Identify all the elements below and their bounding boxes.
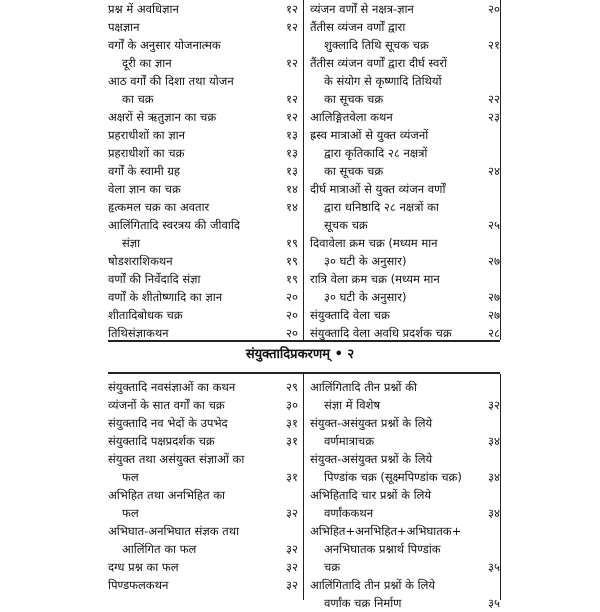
- toc-entry: [108, 450, 298, 486]
- toc-entry-title-line: षोडशराशिकथन: [108, 254, 173, 268]
- toc-entry-title-line: तिथिसंज्ञाकथन: [108, 326, 169, 340]
- section-heading: संयुक्तादिप्रकरणम् • २: [245, 347, 355, 362]
- toc-entry-title-line: अक्षरों से ऋतुज्ञान का चक्र: [108, 110, 217, 124]
- toc-entry: [108, 198, 298, 216]
- toc-entry-page-number: २१: [488, 38, 500, 52]
- toc-entry-page-number: १९: [286, 272, 298, 286]
- toc-entry-page-number: २२: [488, 92, 500, 106]
- toc-entry-title-line: हृत्कमल चक्र का अवतार: [108, 200, 210, 214]
- toc-entry-title-line: वर्गों के अनुसार योजनात्मक: [108, 38, 221, 52]
- toc-entry-page-number: ३१: [286, 470, 298, 484]
- toc-entry-page-number: ३५: [488, 560, 500, 574]
- section1-column-divider: [303, 0, 304, 340]
- toc-entry-page-number: १२: [286, 92, 298, 106]
- toc-entry-title-line: प्रश्न में अवधिज्ञान: [108, 2, 179, 16]
- toc-entry-page-number: २३: [488, 110, 500, 124]
- toc-entry-title-line: अभिहित+अनभिहित+अभिघातक+: [310, 524, 462, 538]
- toc-entry: [108, 144, 298, 162]
- toc-entry-title-line: का सूचक चक्र: [324, 164, 384, 178]
- toc-entry-title-line: वर्णांककथन: [324, 506, 374, 520]
- toc-entry-title-line: पिण्डफलकथन: [108, 578, 169, 592]
- toc-entry-title-line: तैंतीस व्यंजन वर्णों द्वारा: [310, 20, 406, 34]
- toc-entry: [108, 432, 298, 450]
- toc-entry-page-number: ३२: [286, 560, 298, 574]
- toc-entry: [310, 108, 500, 126]
- toc-entry-title-line: द्वारा कृतिकादि २८ नक्षत्रों: [324, 146, 428, 160]
- toc-entry-title-line: संयुक्त-असंयुक्त प्रश्नों के लिये: [310, 416, 433, 430]
- toc-entry-title-line: संयुक्तादि नव भेदों के उपभेद: [108, 416, 228, 430]
- toc-entry: [108, 576, 298, 594]
- toc-entry-title-line: संयुक्तादि वेला अवधि प्रदर्शक चक्र: [310, 326, 452, 340]
- toc-entry-page-number: २४: [488, 164, 500, 178]
- toc-entry-title-line: फल: [122, 506, 139, 520]
- toc-entry-page-number: ३५: [488, 596, 500, 610]
- toc-entry-title-line: दग्ध प्रश्न का फल: [108, 560, 179, 574]
- toc-entry-title-line: आलिङ्गितवेला कथन: [310, 110, 393, 124]
- toc-entry-title-line: संज्ञा में विशेष: [324, 398, 381, 412]
- section2-right-column: [310, 378, 500, 612]
- section2-left-column: [108, 378, 298, 594]
- toc-entry-page-number: २७: [488, 290, 500, 304]
- toc-entry-page-number: ३२: [286, 542, 298, 556]
- toc-entry-page-number: ३२: [488, 398, 500, 412]
- toc-entry-page-number: २८: [488, 326, 500, 340]
- toc-entry: [310, 522, 500, 576]
- toc-entry: [108, 558, 298, 576]
- toc-entry: [108, 486, 298, 522]
- toc-entry-page-number: १९: [286, 254, 298, 268]
- toc-entry-title-line: चक्र: [324, 560, 341, 574]
- toc-entry-title-line: व्यंजनों के सात वर्गों का चक्र: [108, 398, 225, 412]
- toc-entry: [108, 288, 298, 306]
- toc-entry-page-number: २७: [488, 308, 500, 322]
- toc-entry: [310, 378, 500, 414]
- toc-entry-title-line: अभिहितादि चार प्रश्नों के लिये: [310, 488, 432, 502]
- toc-entry-title-line: के संयोग से कृष्णादि तिथियों: [324, 74, 442, 88]
- toc-entry-title-line: आठ वर्गों की दिशा तथा योजन: [108, 74, 234, 88]
- section1-right-border: [500, 0, 501, 340]
- toc-entry: [108, 180, 298, 198]
- toc-entry: [108, 18, 298, 36]
- toc-entry-title-line: अभिहित तथा अनभिहित का: [108, 488, 226, 502]
- toc-entry-title-line: प्रहराधीशों का ज्ञान: [108, 128, 186, 142]
- toc-entry-title-line: दीर्घ मात्राओं से युक्त व्यंजन वर्णों: [310, 182, 446, 196]
- toc-entry: [310, 486, 500, 522]
- toc-entry-title-line: व्यंजन वर्णों से नक्षत्र-ज्ञान: [310, 2, 414, 16]
- section1-right-column: [310, 0, 500, 342]
- toc-entry-title-line: प्रहराधीशों का चक्र: [108, 146, 185, 160]
- toc-entry-page-number: १९: [286, 236, 298, 250]
- toc-entry: [108, 522, 298, 558]
- section1-left-column: [108, 0, 298, 342]
- toc-entry-title-line: संयुक्त-असंयुक्त प्रश्नों के लिये: [310, 452, 433, 466]
- toc-entry-page-number: १२: [286, 20, 298, 34]
- toc-entry-page-number: ३४: [488, 506, 500, 520]
- toc-entry-title-line: संयुक्तादि नवसंज्ञाओं का कथन: [108, 380, 236, 394]
- toc-entry-title-line: अभिघात-अनभिघात संज्ञक तथा: [108, 524, 240, 538]
- toc-entry: [108, 306, 298, 324]
- toc-entry-title-line: ह्रस्व मात्राओं से युक्त व्यंजनों: [310, 128, 429, 142]
- toc-entry-title-line: वर्णों की निर्वेदादि संज्ञा: [108, 272, 201, 286]
- toc-entry-page-number: २९: [286, 380, 298, 394]
- toc-entry: [108, 72, 298, 108]
- section2-column-divider: [303, 374, 304, 600]
- toc-entry-title-line: आलिंगितादि तीन प्रश्नों की: [310, 380, 417, 394]
- toc-entry-title-line: आलिंगित का फल: [122, 542, 197, 556]
- toc-entry: [310, 0, 500, 18]
- toc-entry: [310, 576, 500, 612]
- toc-entry-page-number: १३: [286, 128, 298, 142]
- toc-entry: [108, 36, 298, 72]
- toc-entry-title-line: आलिंगितादि तीन प्रश्नों के लिये: [310, 578, 436, 592]
- toc-entry-title-line: दूरी का ज्ञान: [122, 56, 172, 70]
- toc-entry: [108, 126, 298, 144]
- toc-entry-page-number: ३४: [488, 470, 500, 484]
- toc-entry-title-line: दिवावेला क्रम चक्र (मध्यम मान: [310, 236, 438, 250]
- toc-entry: [108, 216, 298, 252]
- toc-entry-page-number: २०: [488, 2, 500, 16]
- toc-entry-page-number: ३२: [286, 506, 298, 520]
- toc-entry-title-line: संयुक्त तथा असंयुक्त संज्ञाओं का: [108, 452, 245, 466]
- toc-entry-page-number: १३: [286, 146, 298, 160]
- toc-entry: [310, 18, 500, 54]
- toc-entry: [108, 0, 298, 18]
- toc-entry-page-number: १२: [286, 2, 298, 16]
- toc-entry: [310, 414, 500, 450]
- toc-entry-title-line: फल: [122, 470, 139, 484]
- toc-entry: [108, 270, 298, 288]
- toc-entry: [310, 270, 500, 306]
- toc-entry-title-line: पक्षज्ञान: [108, 20, 140, 34]
- toc-entry-title-line: रात्रि वेला क्रम चक्र (मध्यम मान: [310, 272, 440, 286]
- section2-right-border: [500, 374, 501, 600]
- toc-entry-page-number: १४: [286, 182, 298, 196]
- toc-entry-title-line: पिण्डांक चक्र (सूक्ष्मपिण्डांक चक्र): [324, 470, 462, 484]
- toc-entry-title-line: द्वारा धनिष्ठादि २८ नक्षत्रों का: [324, 200, 439, 214]
- toc-entry-title-line: वेला ज्ञान का चक्र: [108, 182, 181, 196]
- toc-entry-title-line: आलिंगितादि स्वरत्रय की जीवादि: [108, 218, 240, 232]
- toc-entry: [310, 234, 500, 270]
- toc-entry: [108, 252, 298, 270]
- toc-entry-page-number: १३: [286, 164, 298, 178]
- toc-entry: [108, 108, 298, 126]
- toc-entry: [310, 126, 500, 180]
- toc-entry-title-line: वर्गों के स्वामी ग्रह: [108, 164, 180, 178]
- toc-entry-page-number: ३०: [286, 398, 298, 412]
- toc-entry: [108, 396, 298, 414]
- toc-entry-title-line: संयुक्तादि पक्षप्रदर्शक चक्र: [108, 434, 215, 448]
- toc-entry-title-line: अनभिघातक प्रश्नार्थ पिण्डांक: [324, 542, 441, 556]
- toc-entry-title-line: वर्णांक चक्र निर्माण: [324, 596, 402, 610]
- toc-entry-page-number: २५: [488, 218, 500, 232]
- toc-entry-title-line: वर्णमात्राचक्र: [324, 434, 375, 448]
- toc-entry-title-line: संयुक्तादि वेला चक्र: [310, 308, 390, 322]
- toc-entry-title-line: वर्णों के शीतोष्णादि का ज्ञान: [108, 290, 223, 304]
- toc-entry-page-number: ३१: [286, 434, 298, 448]
- toc-entry-page-number: १४: [286, 200, 298, 214]
- toc-entry-title-line: सूचक चक्र: [324, 218, 368, 232]
- toc-entry-title-line: ३० घटी के अनुसार): [324, 290, 407, 304]
- toc-entry-page-number: २०: [286, 290, 298, 304]
- toc-entry-title-line: संज्ञा: [122, 236, 141, 250]
- toc-entry: [310, 180, 500, 234]
- section1-bottom-rule: [108, 340, 500, 342]
- toc-entry: [108, 414, 298, 432]
- toc-entry-page-number: २०: [286, 308, 298, 322]
- toc-entry-title-line: का सूचक चक्र: [324, 92, 384, 106]
- toc-entry-page-number: १२: [286, 56, 298, 70]
- toc-entry: [108, 378, 298, 396]
- toc-entry-page-number: ३४: [488, 434, 500, 448]
- toc-entry-title-line: तैंतीस व्यंजन वर्णों द्वारा दीर्घ स्वरों: [310, 56, 448, 70]
- section2-top-rule: [108, 372, 500, 374]
- toc-entry-title-line: ३० घटी के अनुसार): [324, 254, 407, 268]
- toc-entry-page-number: ३२: [286, 578, 298, 592]
- toc-entry: [310, 54, 500, 108]
- toc-entry-title-line: शुक्लादि तिथि सूचक चक्र: [324, 38, 429, 52]
- toc-entry: [310, 306, 500, 324]
- toc-entry-title-line: शीतादिबोधक चक्र: [108, 308, 183, 322]
- toc-entry-title-line: का चक्र: [122, 92, 154, 106]
- toc-entry: [108, 162, 298, 180]
- toc-entry-page-number: २०: [286, 326, 298, 340]
- toc-entry-page-number: ३१: [286, 416, 298, 430]
- toc-entry: [310, 450, 500, 486]
- toc-entry-page-number: १२: [286, 110, 298, 124]
- toc-entry-page-number: २७: [488, 254, 500, 268]
